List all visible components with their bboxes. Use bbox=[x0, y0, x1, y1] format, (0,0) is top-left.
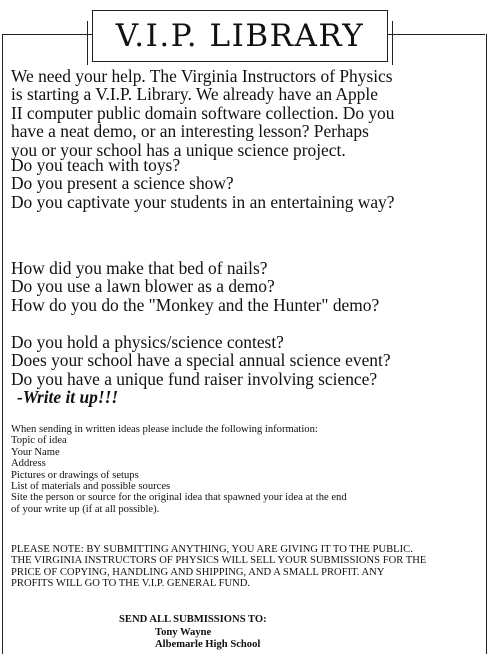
top-border-right bbox=[388, 34, 485, 35]
submission-school: Albemarle High School bbox=[155, 639, 261, 650]
call-to-action: -Write it up!!! bbox=[17, 387, 119, 408]
submission-heading: SEND ALL SUBMISSIONS TO: bbox=[119, 614, 267, 625]
submission-address bbox=[0, 614, 489, 652]
instructions-line: Site the person or source for the original idea that spawned your idea at the end bbox=[11, 492, 347, 504]
question-line: How do you do the "Monkey and the Hunter" demo? bbox=[11, 294, 380, 315]
question-line: Do you teach with toys? bbox=[11, 155, 181, 175]
notice-line: PROFITS WILL GO TO THE V.I.P. GENERAL FUND. bbox=[11, 578, 251, 590]
instructions-line: Address bbox=[11, 458, 46, 470]
public-notice bbox=[11, 544, 481, 590]
question-line: How did you make that bed of nails? bbox=[11, 258, 268, 278]
submission-name: Tony Wayne bbox=[155, 626, 212, 638]
instructions-line: Topic of idea bbox=[11, 435, 67, 447]
question-line: Do you captivate your students in an entertaining way? bbox=[11, 191, 395, 212]
intro-line: you or your school has a unique science project. bbox=[11, 139, 346, 160]
top-border-left bbox=[2, 34, 92, 35]
question-line: Do you present a science show? bbox=[11, 173, 234, 194]
intro-line: We need your help. The Virginia Instructors of Physics bbox=[11, 66, 393, 86]
title-banner bbox=[92, 10, 388, 62]
question-line: Do you use a lawn blower as a demo? bbox=[11, 276, 275, 297]
intro-paragraph bbox=[11, 67, 481, 159]
intro-line: is starting a V.I.P. Library. We already have an Apple bbox=[11, 84, 378, 105]
intro-line: have a neat demo, or an interesting lesson? Perhaps bbox=[11, 121, 369, 142]
instructions-line: Pictures or drawings of setups bbox=[11, 469, 139, 481]
instructions-line: of your write up (if at all possible). bbox=[11, 503, 160, 515]
instructions-block bbox=[11, 424, 481, 515]
notice-line: PLEASE NOTE: BY SUBMITTING ANYTHING, YOU ARE GIVING IT TO THE PUBLIC. bbox=[11, 544, 413, 555]
instructions-line: List of materials and possible sources bbox=[11, 481, 171, 493]
notice-line: THE VIRGINIA INSTRUCTORS OF PHYSICS WILL SELL YOUR SUBMISSIONS FOR THE bbox=[11, 555, 427, 567]
notice-line: PRICE OF COPYING, HANDLING AND SHIPPING, AND A SMALL PROFIT. ANY bbox=[11, 566, 385, 578]
question-line: Does your school have a special annual science event? bbox=[11, 350, 391, 371]
question-group-demos bbox=[11, 259, 481, 314]
instructions-line: Your Name bbox=[11, 446, 60, 458]
question-line: Do you have a unique fund raiser involving science? bbox=[11, 368, 378, 389]
question-line: Do you hold a physics/science contest? bbox=[11, 332, 284, 352]
question-group-teaching bbox=[11, 156, 481, 211]
page-title: V.I.P. LIBRARY bbox=[115, 18, 365, 54]
question-group-events bbox=[11, 333, 481, 407]
instructions-line: When sending in written ideas please include the following information: bbox=[11, 424, 318, 435]
intro-line: II computer public domain software collection. Do you bbox=[11, 102, 395, 123]
